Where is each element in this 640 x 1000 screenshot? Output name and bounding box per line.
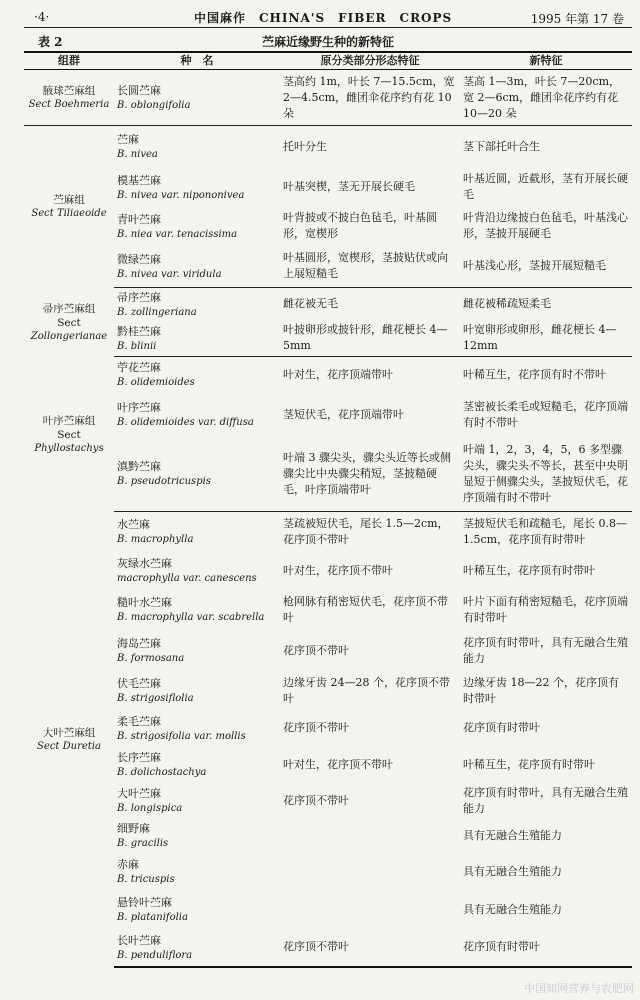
species-cell — [114, 126, 280, 168]
group-cell — [24, 288, 114, 357]
species-latin: B. dolichostachya — [117, 767, 207, 778]
new-features: 叶背沿边缘披白色毡毛，叶基浅心形，茎披开展硬毛 — [463, 211, 628, 240]
new-features: 花序顶有时带叶 — [463, 721, 540, 734]
species-cn: 赤麻 — [117, 858, 139, 871]
group-latin: Sect Tiliaeoide — [31, 208, 107, 220]
species-cell — [114, 357, 280, 393]
original-features: 茎短伏毛，花序顶端带叶 — [283, 407, 404, 421]
species-latin: B. olidemioides var. diffusa — [117, 417, 254, 428]
species-latin: B. zollingeriana — [117, 306, 197, 318]
group-latin: Sect Duretia — [37, 740, 101, 752]
species-cn: 苎麻 — [117, 133, 139, 147]
original-features: 叶基圆形，宽楔形，茎披贴伏或向上展短糙毛 — [280, 246, 460, 288]
species-latin: B. penduliflora — [117, 949, 193, 961]
species-cell — [114, 747, 280, 783]
species-cn: 柔毛苎麻 — [117, 714, 161, 728]
species-cn: 伏毛苎麻 — [117, 677, 161, 690]
table-row — [24, 853, 632, 891]
table-row — [24, 512, 632, 552]
table-label: 表 2 — [38, 35, 63, 49]
group-name: 叶序苎麻组 — [42, 414, 96, 427]
table-row — [24, 321, 632, 357]
group-latin: Zollongerianae — [30, 330, 108, 342]
original-features: 叶端 3 骤尖头，骤尖头近等长或侧骤尖比中央骤尖稍短，茎披糙硬毛，叶序顶端带叶 — [280, 437, 460, 512]
group-cell — [24, 357, 114, 512]
table-row — [24, 126, 632, 168]
new-features: 叶端 1，2，3，4，5，6 多型骤尖头，骤尖头不等长，甚至中央明显短于侧骤尖头，茎披短伏毛，花序顶端有时不带叶 — [460, 437, 632, 512]
species-latin: macrophylla var. canescens — [117, 573, 257, 584]
group-cell — [24, 126, 114, 288]
table-row — [24, 891, 632, 929]
group-latin-prefix: Sect — [57, 316, 81, 329]
species-latin: B. blinii — [117, 340, 157, 352]
original-features: 叶对生，花序顶不带叶 — [283, 757, 393, 771]
species-cn: 青叶苎麻 — [117, 212, 161, 226]
original-features: 叶背披或不披白色毡毛，叶基圆形，宽楔形 — [283, 211, 437, 240]
table-row — [24, 70, 632, 126]
species-cell — [114, 246, 280, 288]
group-latin-prefix: Sect — [57, 428, 81, 441]
species-cell — [114, 70, 280, 126]
original-features: 枪网脉有稍密短伏毛，花序顶不带叶 — [283, 594, 448, 624]
table-row — [24, 630, 632, 672]
new-features: 具有无融合生殖能力 — [463, 902, 562, 916]
species-cn: 水苎麻 — [117, 518, 150, 532]
species-latin: B. macrophylla — [117, 534, 194, 546]
table-row — [24, 437, 632, 512]
species-latin: B. platanifolia — [117, 912, 188, 923]
species-cell — [114, 710, 280, 747]
original-features: 托叶分生 — [283, 139, 327, 153]
table-caption — [24, 31, 632, 49]
table-row — [24, 393, 632, 437]
table-row — [24, 783, 632, 819]
new-features: 具有无融合生殖能力 — [463, 864, 562, 878]
species-latin: B. nivea var. nipononivea — [117, 189, 245, 201]
group-cell — [24, 512, 114, 967]
original-features: 花序顶不带叶 — [283, 721, 349, 734]
table-row — [24, 288, 632, 321]
journal-title: 中国麻作 CHINA'S FIBER CROPS — [194, 11, 453, 25]
species-cell — [114, 393, 280, 437]
species-latin: B. macrophylla var. scabrella — [117, 612, 265, 623]
species-cn: 长序苎麻 — [117, 751, 161, 764]
original-features: 茎高约 1m，叶长 7—15.5cm，宽 2—4.5cm，雌团伞花序约有花 10 朵 — [280, 70, 460, 126]
original-features: 边缘牙齿 24—28 个，花序顶不带叶 — [283, 675, 450, 705]
new-features: 花序顶有时带叶 — [460, 929, 632, 967]
species-cn: 细野麻 — [117, 822, 150, 835]
original-features: 叶基突楔，茎无开展长硬毛 — [283, 180, 415, 193]
new-features: 叶稀互生，花序顶有时带叶 — [463, 757, 595, 771]
species-cn: 糙叶水苎麻 — [117, 596, 172, 609]
new-features: 花序顶有时带叶，具有无融合生殖能力 — [463, 635, 628, 665]
original-features: 叶对生，花序顶端带叶 — [283, 367, 393, 381]
original-features: 叶对生，花序顶不带叶 — [283, 563, 393, 577]
table-row — [24, 168, 632, 207]
species-cell — [114, 590, 280, 630]
species-cn: 微绿苎麻 — [117, 252, 161, 266]
new-features: 叶基浅心形，茎披开展短糙毛 — [460, 246, 632, 288]
new-features: 叶稀互生，花序顶有时不带叶 — [463, 367, 606, 381]
species-latin: B. longispica — [117, 803, 183, 814]
species-cell — [114, 891, 280, 929]
species-cell — [114, 672, 280, 710]
species-latin: B. gracilis — [117, 838, 169, 849]
new-features: 花序顶有时带叶，具有无融合生殖能力 — [463, 785, 628, 815]
table-row — [24, 590, 632, 630]
species-latin: B. nivea var. viridula — [117, 268, 222, 280]
col-header-original: 原分类部分形态特征 — [280, 52, 460, 70]
new-features: 茎披短伏毛和疏糙毛，尾长 0.8—1.5cm，花序顶有时带叶 — [463, 516, 627, 546]
col-header-species: 种 名 — [114, 52, 280, 70]
group-cell — [24, 70, 114, 126]
group-name: 大叶苎麻组 — [42, 726, 96, 739]
group-name: 腋球苎麻组 — [42, 85, 96, 97]
species-latin: B. strigosiflolia — [117, 693, 194, 704]
species-cn: 海岛苎麻 — [117, 637, 161, 650]
table-body — [24, 70, 632, 967]
species-latin: B. tricuspis — [117, 874, 175, 885]
table-header-row — [24, 52, 632, 70]
species-cn: 模基苎麻 — [117, 173, 161, 187]
header-rule — [24, 27, 632, 28]
new-features: 雌花被稀疏短柔毛 — [463, 297, 551, 311]
species-latin: B. olidemioides — [117, 377, 195, 389]
species-latin: B. niea var. tenacissima — [117, 228, 238, 240]
species-cn: 叶序苎麻 — [117, 401, 161, 414]
new-features: 叶稀互生，花序顶有时带叶 — [463, 563, 595, 577]
new-features: 边缘牙齿 18—22 个，花序顶有时带叶 — [463, 675, 619, 705]
new-features: 叶基近圆，近截形，茎有开展长硬毛 — [463, 172, 628, 201]
original-features: 雌花被无毛 — [283, 297, 338, 311]
species-latin: B. pseudotricuspis — [117, 476, 211, 488]
species-latin: B. formosana — [117, 653, 185, 664]
species-cell — [114, 288, 280, 321]
col-header-new: 新特征 — [460, 52, 632, 70]
original-features: 花序顶不带叶 — [283, 793, 349, 807]
volume-info: 1995 年第 17 卷 — [530, 12, 624, 26]
table-row — [24, 552, 632, 590]
table-row — [24, 672, 632, 710]
watermark: 中国知网营养与农肥网 — [524, 982, 634, 995]
running-header — [24, 8, 632, 26]
group-latin: Phyllostachys — [34, 442, 104, 454]
species-cell — [114, 630, 280, 672]
species-cell — [114, 512, 280, 552]
species-cn: 长叶苎麻 — [117, 933, 161, 947]
species-latin: B. oblongifolia — [117, 100, 191, 111]
new-features: 叶片下面有稍密短糙毛，花序顶端有时带叶 — [463, 594, 628, 624]
species-cn: 滇黔苎麻 — [117, 460, 161, 474]
table-row — [24, 207, 632, 246]
species-cn: 长圆苎麻 — [117, 84, 161, 97]
new-features: 茎密被长柔毛或短糙毛，花序顶端有时不带叶 — [463, 399, 628, 429]
group-latin: Sect Boehmeria — [28, 99, 110, 110]
table-title: 苎麻近缘野生种的新特征 — [261, 35, 394, 49]
table-row — [24, 929, 632, 967]
new-features: 叶宽卵形或卵形，雌花梗长 4—12mm — [460, 321, 632, 357]
new-features: 茎下部托叶合生 — [463, 139, 540, 153]
table-row — [24, 819, 632, 853]
species-latin: B. strigosifolia var. mollis — [117, 730, 246, 742]
species-cell — [114, 552, 280, 590]
table-row — [24, 246, 632, 288]
original-features — [280, 819, 460, 853]
original-features — [280, 853, 460, 891]
species-cell — [114, 168, 280, 207]
species-cell — [114, 929, 280, 967]
species-cell — [114, 437, 280, 512]
original-features: 花序顶不带叶 — [280, 929, 460, 967]
new-features: 具有无融合生殖能力 — [463, 828, 562, 842]
group-name: 苎麻组 — [53, 194, 85, 207]
species-cn: 苧花苎麻 — [117, 361, 161, 375]
species-table — [24, 51, 632, 968]
species-cn: 黔桂苎麻 — [117, 324, 161, 338]
species-cell — [114, 783, 280, 819]
original-features — [280, 891, 460, 929]
species-latin: B. nivea — [117, 149, 158, 161]
original-features: 茎疏被短伏毛，尾长 1.5—2cm，花序顶不带叶 — [283, 516, 449, 546]
table-row — [24, 710, 632, 747]
species-cell — [114, 819, 280, 853]
species-cn: 灰绿水苎麻 — [117, 557, 172, 570]
col-header-group: 组群 — [24, 52, 114, 70]
species-cell — [114, 321, 280, 357]
species-cn: 大叶苎麻 — [117, 787, 161, 800]
species-cn: 悬铃叶苎麻 — [117, 896, 172, 909]
new-features: 茎高 1—3m，叶长 7—20cm，宽 2—6cm，雌团伞花序约有花 10—20 朵 — [460, 70, 632, 126]
group-name: 帚序苎麻组 — [42, 302, 96, 315]
table-row — [24, 357, 632, 393]
species-cn: 帚序苎麻 — [117, 290, 161, 304]
species-cell — [114, 853, 280, 891]
table-row — [24, 747, 632, 783]
original-features: 花序顶不带叶 — [283, 643, 349, 657]
original-features: 叶披卵形或披针形，雌花梗长 4—5mm — [280, 321, 460, 357]
species-cell — [114, 207, 280, 246]
page-number: ·4· — [34, 10, 50, 24]
